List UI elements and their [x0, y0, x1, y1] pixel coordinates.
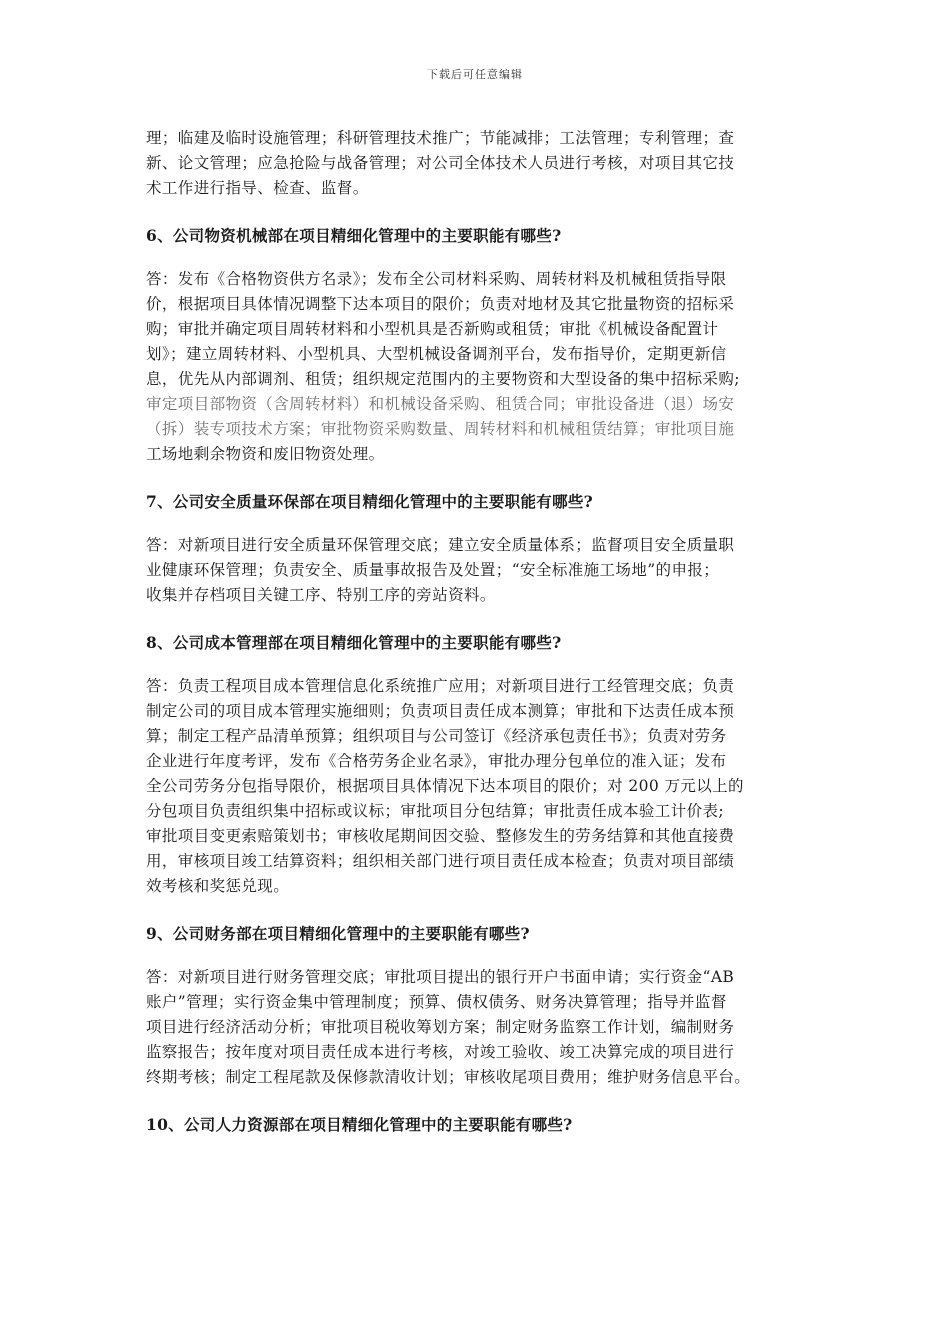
question-heading: 8、公司成本管理部在项目精细化管理中的主要职能有哪些?: [146, 633, 562, 652]
answer-paragraph: [146, 267, 806, 467]
text-line: 价，根据项目具体情况调整下达本项目的限价；负责对地材及其它批量物资的招标采: [146, 295, 735, 313]
document-body: [146, 126, 806, 1137]
text-line: 息，优先从内部调剂、租赁；组织规定范围内的主要物资和大型设备的集中招标采购;: [146, 370, 740, 388]
text-line: （拆）装专项技术方案；审批物资采购数量、周转材料和机械租赁结算；审批项目施: [146, 420, 735, 438]
question-heading: 10、公司人力资源部在项目精细化管理中的主要职能有哪些?: [146, 1115, 573, 1134]
text-line: 效考核和奖惩兑现。: [146, 877, 290, 895]
question-heading: 7、公司安全质量环保部在项目精细化管理中的主要职能有哪些?: [146, 492, 594, 511]
answer-paragraph: [146, 674, 806, 899]
text-line: 全公司劳务分包指导限价，根据项目具体情况下达本项目的限价；对 200 万元以上的: [146, 777, 744, 795]
answer-paragraph: [146, 965, 806, 1090]
text-line: 术工作进行指导、检查、监督。: [146, 179, 369, 197]
text-line: 企业进行年度考评，发布《合格劳务企业名录》，审批办理分包单位的准入证；发布: [146, 752, 727, 770]
question-heading: 9、公司财务部在项目精细化管理中的主要职能有哪些?: [146, 924, 530, 943]
question-heading: 6、公司物资机械部在项目精细化管理中的主要职能有哪些?: [146, 226, 562, 245]
text-line: 监察报告；按年度对项目责任成本进行考核，对竣工验收、竣工决算完成的项目进行: [146, 1043, 735, 1061]
text-line: 分包项目负责组织集中招标或议标；审批项目分包结算；审批责任成本验工计价表;: [146, 802, 725, 820]
text-line: 项目进行经济活动分析；审批项目税收筹划方案；制定财务监察工作计划，编制财务: [146, 1018, 735, 1036]
text-line: 购；审批并确定项目周转材料和小型机具是否新购或租赁；审批《机械设备配置计: [146, 320, 719, 338]
text-line: 答：对新项目进行财务管理交底；审批项目提出的银行开户书面申请；实行资金“AB: [146, 968, 735, 986]
text-line: 理；临建及临时设施管理；科研管理技术推广；节能减排；工法管理；专利管理；查: [146, 129, 735, 147]
text-line: 答：对新项目进行安全质量环保管理交底；建立安全质量体系；监督项目安全质量职: [146, 536, 735, 554]
text-line: 制定公司的项目成本管理实施细则；负责项目责任成本测算；审批和下达责任成本预: [146, 702, 735, 720]
text-line: 审批项目变更索赔策划书；审核收尾期间因交验、整修发生的劳务结算和其他直接费: [146, 827, 735, 845]
answer-paragraph: [146, 533, 806, 608]
text-line: 审定项目部物资（含周转材料）和机械设备采购、租赁合同；审批设备进（退）场安: [146, 395, 735, 413]
text-line: 答：负责工程项目成本管理信息化系统推广应用；对新项目进行工经管理交底；负责: [146, 677, 735, 695]
text-line: 划》；建立周转材料、小型机具、大型机械设备调剂平台，发布指导价，定期更新信: [146, 345, 727, 363]
text-line: 业健康环保管理；负责安全、质量事故报告及处置；“安全标准施工场地”的申报；: [146, 561, 720, 579]
text-line: 终期考核；制定工程尾款及保修款清收计划；审核收尾项目费用；维护财务信息平台。: [146, 1068, 751, 1086]
text-line: 新、论文管理；应急抢险与战备管理；对公司全体技术人员进行考核，对项目其它技: [146, 154, 735, 172]
text-line: 账户”管理；实行资金集中管理制度；预算、债权债务、财务决算管理；指导并监督: [146, 993, 727, 1011]
text-line: 用，审核项目竣工结算资料；组织相关部门进行项目责任成本检查；负责对项目部绩: [146, 852, 735, 870]
page-header: 下载后可任意编辑: [427, 68, 523, 81]
answer-paragraph: [146, 126, 806, 201]
text-line: 算；制定工程产品清单预算；组织项目与公司签订《经济承包责任书》；负责对劳务: [146, 727, 727, 745]
text-line: 答：发布《合格物资供方名录》；发布全公司材料采购、周转材料及机械租赁指导限: [146, 270, 727, 288]
text-line: 工场地剩余物资和废旧物资处理。: [146, 445, 385, 463]
text-line: 收集并存档项目关键工序、特别工序的旁站资料。: [146, 586, 496, 604]
